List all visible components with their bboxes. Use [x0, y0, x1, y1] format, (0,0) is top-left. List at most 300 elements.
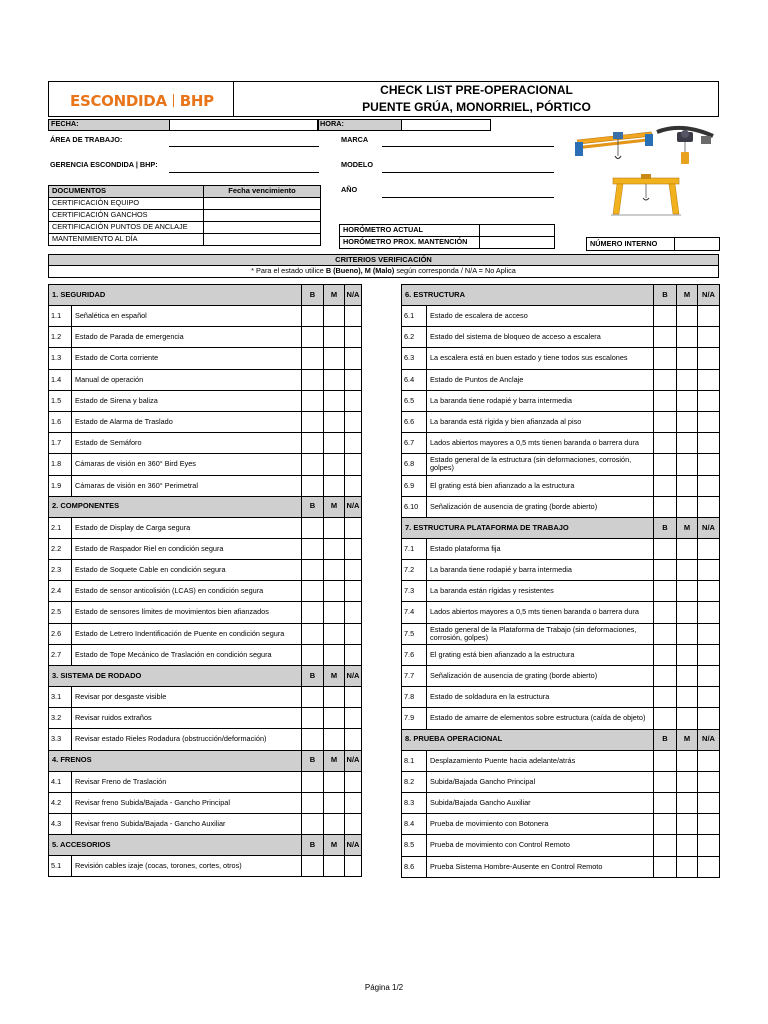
- table-row: [49, 708, 362, 729]
- check-na-cell[interactable]: [698, 792, 720, 813]
- check-na-cell[interactable]: [345, 602, 362, 623]
- col-header-b: B: [654, 517, 677, 538]
- item-number: 8.3: [402, 792, 427, 813]
- numero-interno-field[interactable]: [675, 238, 720, 251]
- check-b-cell[interactable]: [654, 687, 677, 708]
- check-b-cell[interactable]: [302, 348, 324, 369]
- check-m-cell[interactable]: [677, 856, 698, 877]
- table-row: [402, 835, 720, 856]
- item-number: 2.2: [49, 538, 72, 559]
- item-description: Desplazamiento Puente hacia adelante/atrás: [427, 750, 654, 771]
- documents-table: [48, 185, 321, 246]
- check-na-cell[interactable]: [698, 750, 720, 771]
- check-m-cell[interactable]: [324, 538, 345, 559]
- item-number: 2.3: [49, 560, 72, 581]
- check-b-cell[interactable]: [654, 792, 677, 813]
- item-number: 6.7: [402, 433, 427, 454]
- check-b-cell[interactable]: [302, 644, 324, 665]
- table-row: [402, 771, 720, 792]
- check-b-cell[interactable]: [302, 517, 324, 538]
- table-row: [49, 327, 362, 348]
- item-description: Estado de escalera de acceso: [427, 306, 654, 327]
- check-na-cell[interactable]: [698, 814, 720, 835]
- check-b-cell[interactable]: [302, 581, 324, 602]
- document-subtitle: PUENTE GRÚA, MONORRIEL, PÓRTICO: [362, 100, 591, 114]
- col-header-b: B: [654, 285, 677, 306]
- item-description: La baranda tiene rodapié y barra intermedia: [427, 390, 654, 411]
- table-row: [402, 306, 720, 327]
- item-number: 3.3: [49, 729, 72, 750]
- check-m-cell[interactable]: [324, 687, 345, 708]
- check-na-cell[interactable]: [698, 835, 720, 856]
- item-number: 8.6: [402, 856, 427, 877]
- check-na-cell[interactable]: [345, 433, 362, 454]
- doc-row-label: CERTIFICACIÓN PUNTOS DE ANCLAJE: [49, 222, 204, 234]
- check-na-cell[interactable]: [698, 602, 720, 623]
- check-b-cell[interactable]: [302, 856, 324, 877]
- check-m-cell[interactable]: [677, 390, 698, 411]
- check-m-cell[interactable]: [324, 348, 345, 369]
- check-m-cell[interactable]: [324, 390, 345, 411]
- check-na-cell[interactable]: [698, 644, 720, 665]
- check-b-cell[interactable]: [302, 687, 324, 708]
- check-na-cell[interactable]: [698, 623, 720, 644]
- item-number: 2.7: [49, 644, 72, 665]
- anio-field[interactable]: [382, 197, 554, 198]
- item-number: 7.8: [402, 687, 427, 708]
- check-m-cell[interactable]: [677, 792, 698, 813]
- item-description: Estado de Raspador Riel en condición segura: [72, 538, 302, 559]
- item-description: Revisar estado Rieles Rodadura (obstrucción/deformación): [72, 729, 302, 750]
- section-header: 5. ACCESORIOS: [49, 835, 302, 856]
- table-row: [402, 708, 720, 729]
- col-header-na: N/A: [698, 285, 720, 306]
- check-b-cell[interactable]: [654, 708, 677, 729]
- check-b-cell[interactable]: [302, 411, 324, 432]
- item-description: La escalera está en buen estado y tiene todos sus escalones: [427, 348, 654, 369]
- item-number: 6.2: [402, 327, 427, 348]
- check-na-cell[interactable]: [345, 538, 362, 559]
- table-row: [49, 348, 362, 369]
- check-na-cell[interactable]: [698, 348, 720, 369]
- check-na-cell[interactable]: [698, 390, 720, 411]
- table-row: [402, 856, 720, 877]
- col-header-na: N/A: [345, 835, 362, 856]
- section-header: 1. SEGURIDAD: [49, 285, 302, 306]
- item-description: Estado de Alarma de Traslado: [72, 411, 302, 432]
- check-m-cell[interactable]: [677, 623, 698, 644]
- item-description: Estado de Display de Carga segura: [72, 517, 302, 538]
- check-m-cell[interactable]: [677, 750, 698, 771]
- table-row: [402, 750, 720, 771]
- col-header-m: M: [324, 666, 345, 687]
- check-b-cell[interactable]: [302, 433, 324, 454]
- table-row: [49, 602, 362, 623]
- numero-interno-table: [586, 237, 720, 251]
- check-b-cell[interactable]: [654, 538, 677, 559]
- item-description: Estado de Semáforo: [72, 433, 302, 454]
- table-row: [49, 560, 362, 581]
- table-row: [49, 454, 362, 475]
- doc-date-cell[interactable]: [204, 234, 321, 246]
- table-row: [49, 475, 362, 496]
- item-description: Cámaras de visión en 360° Bird Eyes: [72, 454, 302, 475]
- check-m-cell[interactable]: [677, 814, 698, 835]
- hora-field[interactable]: [401, 119, 491, 131]
- check-na-cell[interactable]: [698, 666, 720, 687]
- check-m-cell[interactable]: [677, 581, 698, 602]
- check-b-cell[interactable]: [654, 666, 677, 687]
- check-b-cell[interactable]: [302, 623, 324, 644]
- check-na-cell[interactable]: [345, 771, 362, 792]
- table-row: [402, 602, 720, 623]
- check-na-cell[interactable]: [698, 581, 720, 602]
- table-row: [49, 813, 362, 834]
- check-b-cell[interactable]: [654, 433, 677, 454]
- col-header-b: B: [302, 750, 324, 771]
- check-m-cell[interactable]: [324, 813, 345, 834]
- item-description: Cámaras de visión en 360° Perimetral: [72, 475, 302, 496]
- check-na-cell[interactable]: [345, 708, 362, 729]
- col-header-b: B: [302, 666, 324, 687]
- item-description: Estado de soldadura en la estructura: [427, 687, 654, 708]
- table-row: [402, 369, 720, 390]
- check-na-cell[interactable]: [345, 517, 362, 538]
- check-m-cell[interactable]: [677, 644, 698, 665]
- table-row: [49, 390, 362, 411]
- check-b-cell[interactable]: [654, 475, 677, 496]
- gerencia-label: GERENCIA ESCONDIDA | BHP:: [50, 160, 158, 169]
- table-row: [49, 433, 362, 454]
- check-m-cell[interactable]: [677, 433, 698, 454]
- item-number: 3.2: [49, 708, 72, 729]
- hora-label: HORA:: [320, 119, 344, 128]
- check-m-cell[interactable]: [324, 327, 345, 348]
- check-na-cell[interactable]: [345, 348, 362, 369]
- check-m-cell[interactable]: [324, 454, 345, 475]
- item-number: 7.5: [402, 623, 427, 644]
- check-na-cell[interactable]: [698, 369, 720, 390]
- doc-date-cell[interactable]: [204, 210, 321, 222]
- item-description: Estado de Parada de emergencia: [72, 327, 302, 348]
- check-na-cell[interactable]: [345, 813, 362, 834]
- item-number: 4.3: [49, 813, 72, 834]
- check-m-cell[interactable]: [324, 602, 345, 623]
- doc-date-cell[interactable]: [204, 198, 321, 210]
- col-header-na: N/A: [345, 496, 362, 517]
- check-na-cell[interactable]: [698, 411, 720, 432]
- check-m-cell[interactable]: [324, 644, 345, 665]
- section-header: 6. ESTRUCTURA: [402, 285, 654, 306]
- item-number: 3.1: [49, 687, 72, 708]
- item-description: Manual de operación: [72, 369, 302, 390]
- item-number: 5.1: [49, 856, 72, 877]
- check-b-cell[interactable]: [654, 496, 677, 517]
- check-na-cell[interactable]: [345, 623, 362, 644]
- check-m-cell[interactable]: [324, 708, 345, 729]
- table-row: [49, 644, 362, 665]
- table-row: [402, 475, 720, 496]
- doc-row-label: CERTIFICACIÓN EQUIPO: [49, 198, 204, 210]
- check-na-cell[interactable]: [345, 687, 362, 708]
- checklist-right-table: [401, 284, 720, 878]
- item-number: 7.2: [402, 560, 427, 581]
- item-number: 8.4: [402, 814, 427, 835]
- table-row: [402, 666, 720, 687]
- fecha-label: FECHA:: [51, 119, 79, 128]
- check-m-cell[interactable]: [677, 835, 698, 856]
- check-b-cell[interactable]: [654, 327, 677, 348]
- check-na-cell[interactable]: [698, 327, 720, 348]
- doc-date-cell[interactable]: [204, 222, 321, 234]
- check-b-cell[interactable]: [654, 560, 677, 581]
- check-b-cell[interactable]: [654, 348, 677, 369]
- check-m-cell[interactable]: [324, 517, 345, 538]
- check-m-cell[interactable]: [324, 623, 345, 644]
- check-m-cell[interactable]: [677, 708, 698, 729]
- check-na-cell[interactable]: [345, 327, 362, 348]
- check-b-cell[interactable]: [302, 602, 324, 623]
- check-b-cell[interactable]: [654, 306, 677, 327]
- check-b-cell[interactable]: [302, 327, 324, 348]
- check-m-cell[interactable]: [677, 560, 698, 581]
- check-m-cell[interactable]: [324, 560, 345, 581]
- col-header-na: N/A: [345, 750, 362, 771]
- fecha-field[interactable]: [169, 119, 318, 131]
- check-m-cell[interactable]: [677, 348, 698, 369]
- check-m-cell[interactable]: [677, 687, 698, 708]
- marca-label: MARCA: [341, 135, 369, 144]
- item-number: 6.3: [402, 348, 427, 369]
- check-b-cell[interactable]: [302, 475, 324, 496]
- item-number: 7.4: [402, 602, 427, 623]
- check-m-cell[interactable]: [324, 306, 345, 327]
- col-header-m: M: [324, 750, 345, 771]
- table-row: [49, 687, 362, 708]
- item-description: Señalización de ausencia de grating (borde abierto): [427, 666, 654, 687]
- check-na-cell[interactable]: [698, 560, 720, 581]
- modelo-field[interactable]: [382, 172, 554, 173]
- check-m-cell[interactable]: [677, 496, 698, 517]
- check-m-cell[interactable]: [677, 327, 698, 348]
- check-na-cell[interactable]: [345, 306, 362, 327]
- check-b-cell[interactable]: [302, 792, 324, 813]
- item-number: 6.10: [402, 496, 427, 517]
- check-m-cell[interactable]: [324, 369, 345, 390]
- check-na-cell[interactable]: [345, 792, 362, 813]
- item-description: El grating está bien afianzado a la estructura: [427, 644, 654, 665]
- item-description: Revisar Freno de Traslación: [72, 771, 302, 792]
- check-b-cell[interactable]: [654, 581, 677, 602]
- check-b-cell[interactable]: [302, 306, 324, 327]
- check-na-cell[interactable]: [345, 369, 362, 390]
- item-description: Subida/Bajada Gancho Auxiliar: [427, 792, 654, 813]
- check-m-cell[interactable]: [324, 771, 345, 792]
- table-row: [402, 390, 720, 411]
- item-description: Estado de Puntos de Anclaje: [427, 369, 654, 390]
- doc-row-label: CERTIFICACIÓN GANCHOS: [49, 210, 204, 222]
- item-description: Prueba de movimiento con Control Remoto: [427, 835, 654, 856]
- table-row: [49, 581, 362, 602]
- check-na-cell[interactable]: [698, 433, 720, 454]
- gantry-crane-image: [611, 172, 681, 218]
- check-m-cell[interactable]: [324, 792, 345, 813]
- item-number: 2.5: [49, 602, 72, 623]
- check-m-cell[interactable]: [677, 771, 698, 792]
- check-na-cell[interactable]: [698, 454, 720, 475]
- check-b-cell[interactable]: [654, 411, 677, 432]
- check-b-cell[interactable]: [654, 602, 677, 623]
- item-description: Estado de Sirena y baliza: [72, 390, 302, 411]
- documents-header: DOCUMENTOS: [49, 186, 204, 198]
- item-number: 1.9: [49, 475, 72, 496]
- check-b-cell[interactable]: [302, 538, 324, 559]
- check-b-cell[interactable]: [654, 623, 677, 644]
- check-m-cell[interactable]: [324, 411, 345, 432]
- item-number: 1.8: [49, 454, 72, 475]
- horometro-prox-label: HORÓMETRO PROX. MANTENCIÓN: [340, 237, 480, 249]
- doc-row-label: MANTENIMIENTO AL DÍA: [49, 234, 204, 246]
- checklist-left-table: [48, 284, 362, 877]
- table-row: [49, 517, 362, 538]
- item-number: 1.4: [49, 369, 72, 390]
- check-m-cell[interactable]: [677, 475, 698, 496]
- check-m-cell[interactable]: [677, 411, 698, 432]
- check-m-cell[interactable]: [677, 666, 698, 687]
- item-description: Estado de sensores límites de movimientos bien afianzados: [72, 602, 302, 623]
- item-description: Revisar freno Subida/Bajada - Gancho Principal: [72, 792, 302, 813]
- check-b-cell[interactable]: [654, 771, 677, 792]
- check-na-cell[interactable]: [698, 496, 720, 517]
- check-b-cell[interactable]: [654, 856, 677, 877]
- item-number: 1.6: [49, 411, 72, 432]
- check-na-cell[interactable]: [345, 644, 362, 665]
- check-na-cell[interactable]: [345, 729, 362, 750]
- horometro-actual-label: HORÓMETRO ACTUAL: [340, 225, 480, 237]
- area-field[interactable]: [169, 146, 319, 147]
- check-b-cell[interactable]: [302, 813, 324, 834]
- item-description: Estado del sistema de bloqueo de acceso a escalera: [427, 327, 654, 348]
- item-number: 2.4: [49, 581, 72, 602]
- check-na-cell[interactable]: [698, 771, 720, 792]
- item-description: Señalética en español: [72, 306, 302, 327]
- item-number: 6.8: [402, 454, 427, 475]
- table-row: [49, 856, 362, 877]
- section-header: 3. SISTEMA DE RODADO: [49, 666, 302, 687]
- check-na-cell[interactable]: [698, 687, 720, 708]
- check-m-cell[interactable]: [324, 475, 345, 496]
- check-na-cell[interactable]: [345, 560, 362, 581]
- item-description: El grating está bien afianzado a la estructura: [427, 475, 654, 496]
- item-description: Estado de Soquete Cable en condición segura: [72, 560, 302, 581]
- horometro-prox-field[interactable]: [480, 237, 555, 249]
- check-b-cell[interactable]: [302, 560, 324, 581]
- check-na-cell[interactable]: [345, 475, 362, 496]
- horometro-actual-field[interactable]: [480, 225, 555, 237]
- criterios-title: CRITERIOS VERIFICACIÓN: [335, 255, 432, 264]
- col-header-m: M: [677, 729, 698, 750]
- item-number: 6.1: [402, 306, 427, 327]
- item-description: Estado plataforma fija: [427, 538, 654, 559]
- escondida-bhp-logo: ESCONDIDA BHP: [70, 92, 214, 110]
- check-m-cell[interactable]: [324, 856, 345, 877]
- check-na-cell[interactable]: [698, 538, 720, 559]
- item-number: 1.2: [49, 327, 72, 348]
- check-m-cell[interactable]: [677, 454, 698, 475]
- check-na-cell[interactable]: [345, 411, 362, 432]
- item-number: 1.3: [49, 348, 72, 369]
- check-na-cell[interactable]: [698, 306, 720, 327]
- check-b-cell[interactable]: [654, 390, 677, 411]
- check-b-cell[interactable]: [302, 771, 324, 792]
- section-header: 7. ESTRUCTURA PLATAFORMA DE TRABAJO: [402, 517, 654, 538]
- check-na-cell[interactable]: [345, 581, 362, 602]
- col-header-m: M: [324, 285, 345, 306]
- monorail-hoist-image: [655, 122, 715, 168]
- check-na-cell[interactable]: [698, 475, 720, 496]
- item-description: La baranda tiene rodapié y barra intermedia: [427, 560, 654, 581]
- check-b-cell[interactable]: [302, 708, 324, 729]
- check-b-cell[interactable]: [654, 369, 677, 390]
- check-na-cell[interactable]: [345, 454, 362, 475]
- check-b-cell[interactable]: [302, 390, 324, 411]
- check-b-cell[interactable]: [654, 454, 677, 475]
- check-b-cell[interactable]: [654, 750, 677, 771]
- item-number: 8.1: [402, 750, 427, 771]
- check-na-cell[interactable]: [698, 856, 720, 877]
- check-na-cell[interactable]: [345, 856, 362, 877]
- check-b-cell[interactable]: [302, 369, 324, 390]
- gerencia-field[interactable]: [169, 172, 319, 173]
- col-header-b: B: [302, 496, 324, 517]
- col-header-na: N/A: [345, 285, 362, 306]
- check-m-cell[interactable]: [677, 306, 698, 327]
- check-b-cell[interactable]: [654, 835, 677, 856]
- item-number: 7.3: [402, 581, 427, 602]
- item-description: Estado general de la estructura (sin deformaciones, corrosión, golpes): [427, 454, 654, 475]
- check-m-cell[interactable]: [324, 433, 345, 454]
- check-b-cell[interactable]: [654, 814, 677, 835]
- item-number: 7.7: [402, 666, 427, 687]
- check-m-cell[interactable]: [677, 538, 698, 559]
- table-row: [402, 496, 720, 517]
- check-na-cell[interactable]: [698, 708, 720, 729]
- marca-field[interactable]: [382, 146, 554, 147]
- item-description: Lados abiertos mayores a 0,5 mts tienen baranda o barrera dura: [427, 433, 654, 454]
- item-description: Revisar freno Subida/Bajada - Gancho Auxiliar: [72, 813, 302, 834]
- check-m-cell[interactable]: [324, 729, 345, 750]
- item-description: Estado de amarre de elementos sobre estructura (caída de objeto): [427, 708, 654, 729]
- table-row: [49, 538, 362, 559]
- check-m-cell[interactable]: [324, 581, 345, 602]
- table-row: [402, 623, 720, 644]
- table-row: [49, 306, 362, 327]
- check-b-cell[interactable]: [302, 729, 324, 750]
- check-m-cell[interactable]: [677, 602, 698, 623]
- item-number: 2.1: [49, 517, 72, 538]
- check-m-cell[interactable]: [677, 369, 698, 390]
- item-number: 7.6: [402, 644, 427, 665]
- section-header: 2. COMPONENTES: [49, 496, 302, 517]
- anio-label: AÑO: [341, 185, 358, 194]
- item-description: La baranda está rígida y bien afianzada al piso: [427, 411, 654, 432]
- item-number: 8.2: [402, 771, 427, 792]
- check-na-cell[interactable]: [345, 390, 362, 411]
- item-number: 7.1: [402, 538, 427, 559]
- check-b-cell[interactable]: [302, 454, 324, 475]
- col-header-m: M: [324, 835, 345, 856]
- check-b-cell[interactable]: [654, 644, 677, 665]
